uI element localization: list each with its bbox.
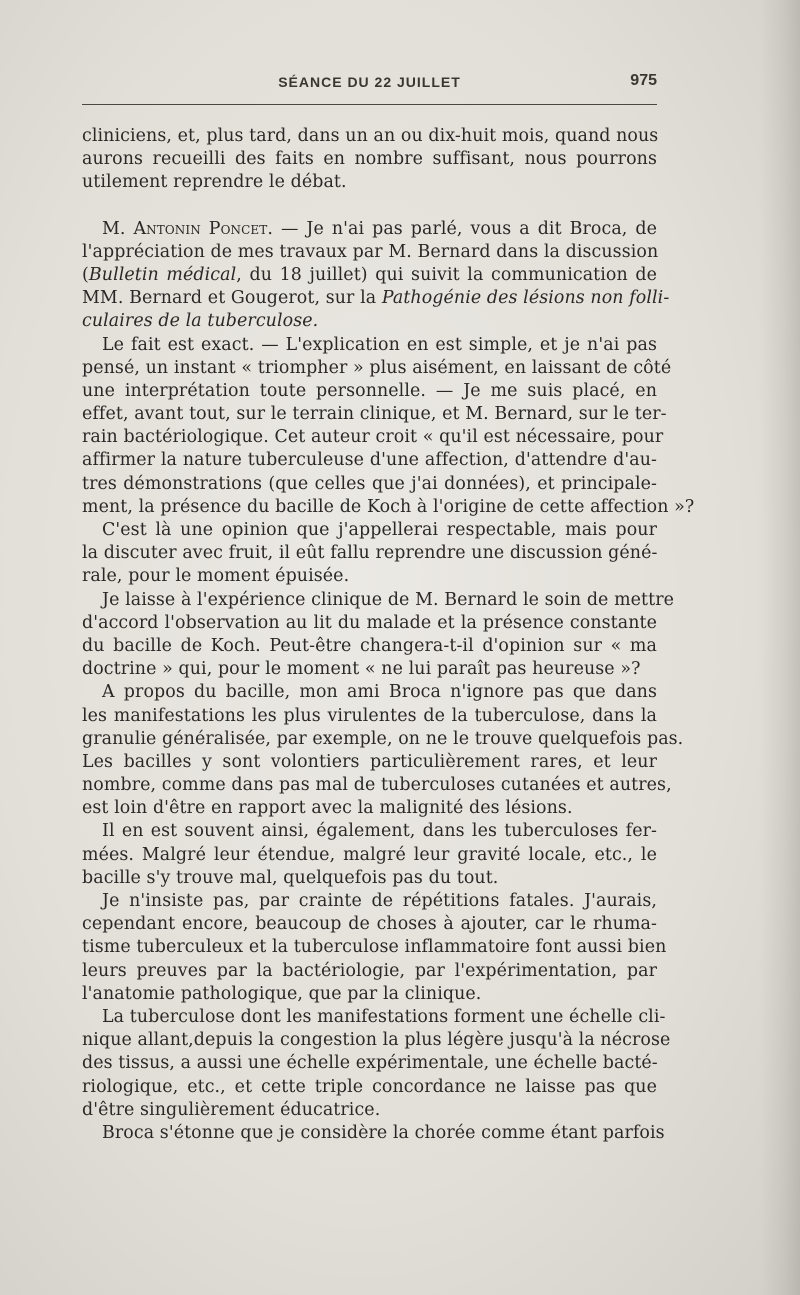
- text-span: (: [82, 264, 89, 285]
- text-line: les manifestations les plus virulentes de la tuberculose, dans la: [82, 705, 657, 726]
- text-line: [82, 218, 657, 241]
- text-line: granulie généralisée, par exemple, on ne le trouve quelquefois pas.: [82, 728, 684, 749]
- text-line: bacille s'y trouve mal, quelquefois pas du tout.: [82, 867, 499, 888]
- text-span: MM. Bernard et Gougerot, sur la: [82, 288, 382, 309]
- text-line: Je n'insiste pas, par crainte de répétitions fatales. J'aurais,: [102, 891, 657, 911]
- speaker-name: Antonin Poncet: [133, 218, 268, 239]
- text-line: rain bactériologique. Cet auteur croit « qu'il est nécessaire, pour: [82, 427, 664, 448]
- text-line: [82, 264, 657, 287]
- text-line: effet, avant tout, sur le terrain clinique, et M. Bernard, sur le ter-: [82, 404, 667, 425]
- header-rule: [82, 104, 657, 105]
- text-line: C'est là une opinion que j'appellerai respectable, mais pour: [102, 520, 657, 540]
- journal-title: Bulletin médical: [88, 264, 237, 285]
- article-title: Pathogénie des lésions non folli-: [381, 288, 670, 309]
- text-line: cependant encore, beaucoup de choses à ajouter, car le rhuma-: [82, 914, 657, 935]
- text-line: A propos du bacille, mon ami Broca n'ignore pas que dans: [102, 682, 657, 703]
- text-line: [82, 287, 670, 310]
- text-line: rale, pour le moment épuisée.: [82, 566, 350, 587]
- running-head: [82, 74, 657, 98]
- text-line: nombre, comme dans pas mal de tuberculoses cutanées et autres,: [82, 775, 672, 796]
- text-span: , du 18 juillet) qui suivit la communication de: [236, 264, 657, 285]
- text-line: Le fait est exact. — L'explication en est simple, et je n'ai pas: [102, 334, 657, 355]
- page-number: 975: [630, 72, 657, 89]
- paragraph: [82, 1122, 665, 1145]
- speaker-prefix: M.: [102, 218, 134, 239]
- text-line: tres démonstrations (que celles que j'ai données), et principale-: [82, 473, 657, 494]
- paragraph: [82, 820, 657, 890]
- paragraph: [82, 519, 657, 589]
- text-line: Broca s'étonne que je considère la chorée comme étant parfois: [102, 1122, 665, 1143]
- header-title: SÉANCE DU 22 JUILLET: [278, 74, 461, 90]
- text-line: tisme tuberculeux et la tuberculose inflammatoire font aussi bien: [82, 937, 667, 958]
- text-line: des tissus, a aussi une échelle expérimentale, une échelle bacté-: [82, 1053, 658, 1074]
- text-line: Les bacilles y sont volontiers particulièrement rares, et leur: [82, 751, 657, 772]
- text-line: aurons recueilli des faits en nombre suffisant, nous pourrons: [82, 149, 657, 170]
- text-line: du bacille de Koch. Peut-être changera-t-il d'opinion sur « ma: [82, 635, 657, 656]
- text-span: . — Je n'ai pas parlé, vous a dit Broca, de: [267, 218, 658, 239]
- text-line: d'accord l'observation au lit du malade et la présence constante: [82, 612, 657, 633]
- text-line: leurs preuves par la bactériologie, par l'expérimentation, par: [82, 960, 657, 981]
- text-line: la discuter avec fruit, il eût fallu reprendre une discussion géné-: [82, 543, 658, 564]
- text-line: La tuberculose dont les manifestations forment une échelle cli-: [102, 1006, 666, 1027]
- text-line: nique allant,depuis la congestion la plus légère jusqu'à la nécrose: [82, 1030, 671, 1051]
- text-line: une interprétation toute personnelle. — Je me suis placé, en: [82, 380, 657, 401]
- paragraph-gap: [82, 195, 657, 218]
- text-line: l'appréciation de mes travaux par M. Bernard dans la discussion: [82, 241, 659, 262]
- text-line: Il en est souvent ainsi, également, dans les tuberculoses fer-: [102, 821, 657, 842]
- text-line: utilement reprendre le débat.: [82, 172, 347, 193]
- text-line: [82, 310, 657, 333]
- paragraph: [82, 334, 695, 520]
- paragraph: [82, 125, 657, 195]
- text-line: affirmer la nature tuberculeuse d'une affection, d'attendre d'au-: [82, 450, 657, 471]
- paragraph: [82, 681, 684, 820]
- text-line: pensé, un instant « triompher » plus aisément, en laissant de côté: [82, 357, 672, 378]
- paragraph: [82, 589, 675, 682]
- text-line: cliniciens, et, plus tard, dans un an ou dix-huit mois, quand nous: [82, 126, 659, 146]
- paragraph: [82, 890, 667, 1006]
- paragraph: [82, 1006, 671, 1122]
- text-line: l'anatomie pathologique, que par la clinique.: [82, 983, 482, 1004]
- text-line: ment, la présence du bacille de Koch à l'origine de cette affection »?: [82, 496, 695, 517]
- text-line: Je laisse à l'expérience clinique de M. Bernard le soin de mettre: [102, 589, 675, 610]
- paragraph: [82, 218, 670, 334]
- text-line: mées. Malgré leur étendue, malgré leur gravité locale, etc., le: [82, 844, 657, 865]
- page-edge-shadow: [760, 0, 800, 1295]
- text-line: d'être singulièrement éducatrice.: [82, 1099, 381, 1120]
- body-text: [82, 125, 695, 1145]
- text-line: riologique, etc., et cette triple concordance ne laisse pas que: [82, 1076, 657, 1097]
- text-line: doctrine » qui, pour le moment « ne lui paraît pas heureuse »?: [82, 659, 641, 680]
- text-line: est loin d'être en rapport avec la malignité des lésions.: [82, 798, 573, 819]
- article-title: culaires de la tuberculose.: [82, 311, 319, 332]
